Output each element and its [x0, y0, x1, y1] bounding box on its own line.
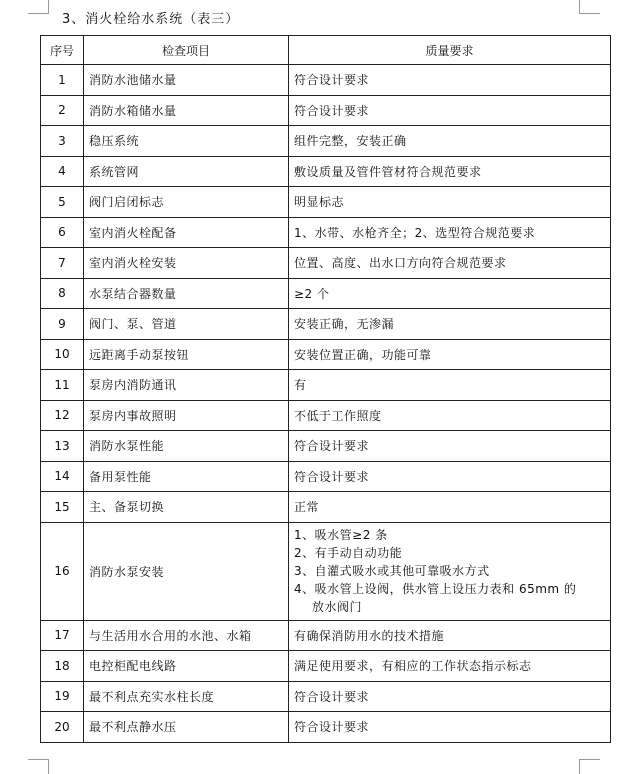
table-row	[41, 187, 611, 218]
page-corner-mark-top-left	[28, 0, 49, 14]
row-requirement: 有确保消防用水的技术措施	[289, 620, 611, 651]
row-check-item: 主、备泵切换	[84, 492, 289, 523]
requirement-line: 2、有手动自动功能	[294, 546, 403, 560]
row-check-item: 消防水泵安装	[84, 522, 289, 620]
row-requirement: 位置、高度、出水口方向符合规范要求	[289, 248, 611, 279]
page-corner-mark-bottom-left	[28, 759, 49, 774]
page-corner-mark-bottom-right	[579, 759, 600, 774]
header-quality-requirement: 质量要求	[289, 36, 611, 65]
row-number: 10	[41, 339, 84, 370]
row-requirement: 安装正确，无渗漏	[289, 309, 611, 340]
row-number: 14	[41, 461, 84, 492]
table-row	[41, 156, 611, 187]
table-row	[41, 217, 611, 248]
row-check-item: 泵房内消防通讯	[84, 370, 289, 401]
table-row	[41, 309, 611, 340]
row-check-item: 泵房内事故照明	[84, 400, 289, 431]
row-requirement: 1、水带、水枪齐全；2、选型符合规范要求	[289, 217, 611, 248]
row-requirement: 符合设计要求	[289, 461, 611, 492]
row-requirement: 安装位置正确，功能可靠	[289, 339, 611, 370]
table-row	[41, 492, 611, 523]
table-row	[41, 431, 611, 462]
row-number: 11	[41, 370, 84, 401]
row-number: 15	[41, 492, 84, 523]
header-check-item: 检查项目	[84, 36, 289, 65]
inspection-table	[40, 35, 611, 743]
row-number: 9	[41, 309, 84, 340]
row-requirement: 正常	[289, 492, 611, 523]
row-check-item: 消防水箱储水量	[84, 95, 289, 126]
table-row	[41, 126, 611, 157]
row-number: 6	[41, 217, 84, 248]
row-check-item: 室内消火栓安装	[84, 248, 289, 279]
row-check-item: 电控柜配电线路	[84, 651, 289, 682]
table-row	[41, 95, 611, 126]
row-number: 2	[41, 95, 84, 126]
row-check-item: 水泵结合器数量	[84, 278, 289, 309]
row-check-item: 备用泵性能	[84, 461, 289, 492]
row-requirement: 明显标志	[289, 187, 611, 218]
row-requirement: 符合设计要求	[289, 65, 611, 96]
row-number: 3	[41, 126, 84, 157]
table-row	[41, 651, 611, 682]
row-requirement: 符合设计要求	[289, 681, 611, 712]
table-row	[41, 400, 611, 431]
table-row	[41, 339, 611, 370]
row-number: 17	[41, 620, 84, 651]
table-row	[41, 620, 611, 651]
row-check-item: 稳压系统	[84, 126, 289, 157]
row-requirement: ≥2 个	[289, 278, 611, 309]
row-requirement: 符合设计要求	[289, 431, 611, 462]
table-header-row	[41, 36, 611, 65]
requirement-line: 3、自灌式吸水或其他可靠吸水方式	[294, 564, 490, 578]
row-requirement: 符合设计要求	[289, 712, 611, 743]
row-requirement: 敷设质量及管件管材符合规范要求	[289, 156, 611, 187]
page-corner-mark-top-right	[579, 0, 600, 14]
table-row	[41, 461, 611, 492]
row-number: 7	[41, 248, 84, 279]
row-number: 1	[41, 65, 84, 96]
row-number: 18	[41, 651, 84, 682]
row-requirement: 符合设计要求	[289, 95, 611, 126]
row-check-item: 系统管网	[84, 156, 289, 187]
row-number: 4	[41, 156, 84, 187]
row-requirement-list	[289, 522, 611, 620]
row-number: 5	[41, 187, 84, 218]
row-check-item: 消防水池储水量	[84, 65, 289, 96]
row-check-item: 最不利点静水压	[84, 712, 289, 743]
header-number: 序号	[41, 36, 84, 65]
row-number: 16	[41, 522, 84, 620]
row-check-item: 室内消火栓配备	[84, 217, 289, 248]
section-title: 3、消火栓给水系统（表三）	[62, 12, 240, 27]
row-check-item: 消防水泵性能	[84, 431, 289, 462]
table-row	[41, 248, 611, 279]
table-row	[41, 522, 611, 620]
row-check-item: 最不利点充实水柱长度	[84, 681, 289, 712]
table-row	[41, 370, 611, 401]
row-requirement: 组件完整，安装正确	[289, 126, 611, 157]
table-row	[41, 681, 611, 712]
row-check-item: 与生活用水合用的水池、水箱	[84, 620, 289, 651]
row-number: 20	[41, 712, 84, 743]
row-number: 12	[41, 400, 84, 431]
requirement-line: 放水阀门	[312, 600, 363, 614]
row-requirement: 有	[289, 370, 611, 401]
row-number: 19	[41, 681, 84, 712]
row-check-item: 阀门、泵、管道	[84, 309, 289, 340]
row-requirement: 不低于工作照度	[289, 400, 611, 431]
table-row	[41, 278, 611, 309]
row-requirement: 满足使用要求，有相应的工作状态指示标志	[289, 651, 611, 682]
row-check-item: 远距离手动泵按钮	[84, 339, 289, 370]
row-number: 8	[41, 278, 84, 309]
requirement-line: 4、吸水管上设阀，供水管上设压力表和 65mm 的	[294, 582, 577, 596]
table-row	[41, 65, 611, 96]
row-check-item: 阀门启闭标志	[84, 187, 289, 218]
row-number: 13	[41, 431, 84, 462]
requirement-line: 1、吸水管≥2 条	[294, 528, 388, 542]
table-row	[41, 712, 611, 743]
